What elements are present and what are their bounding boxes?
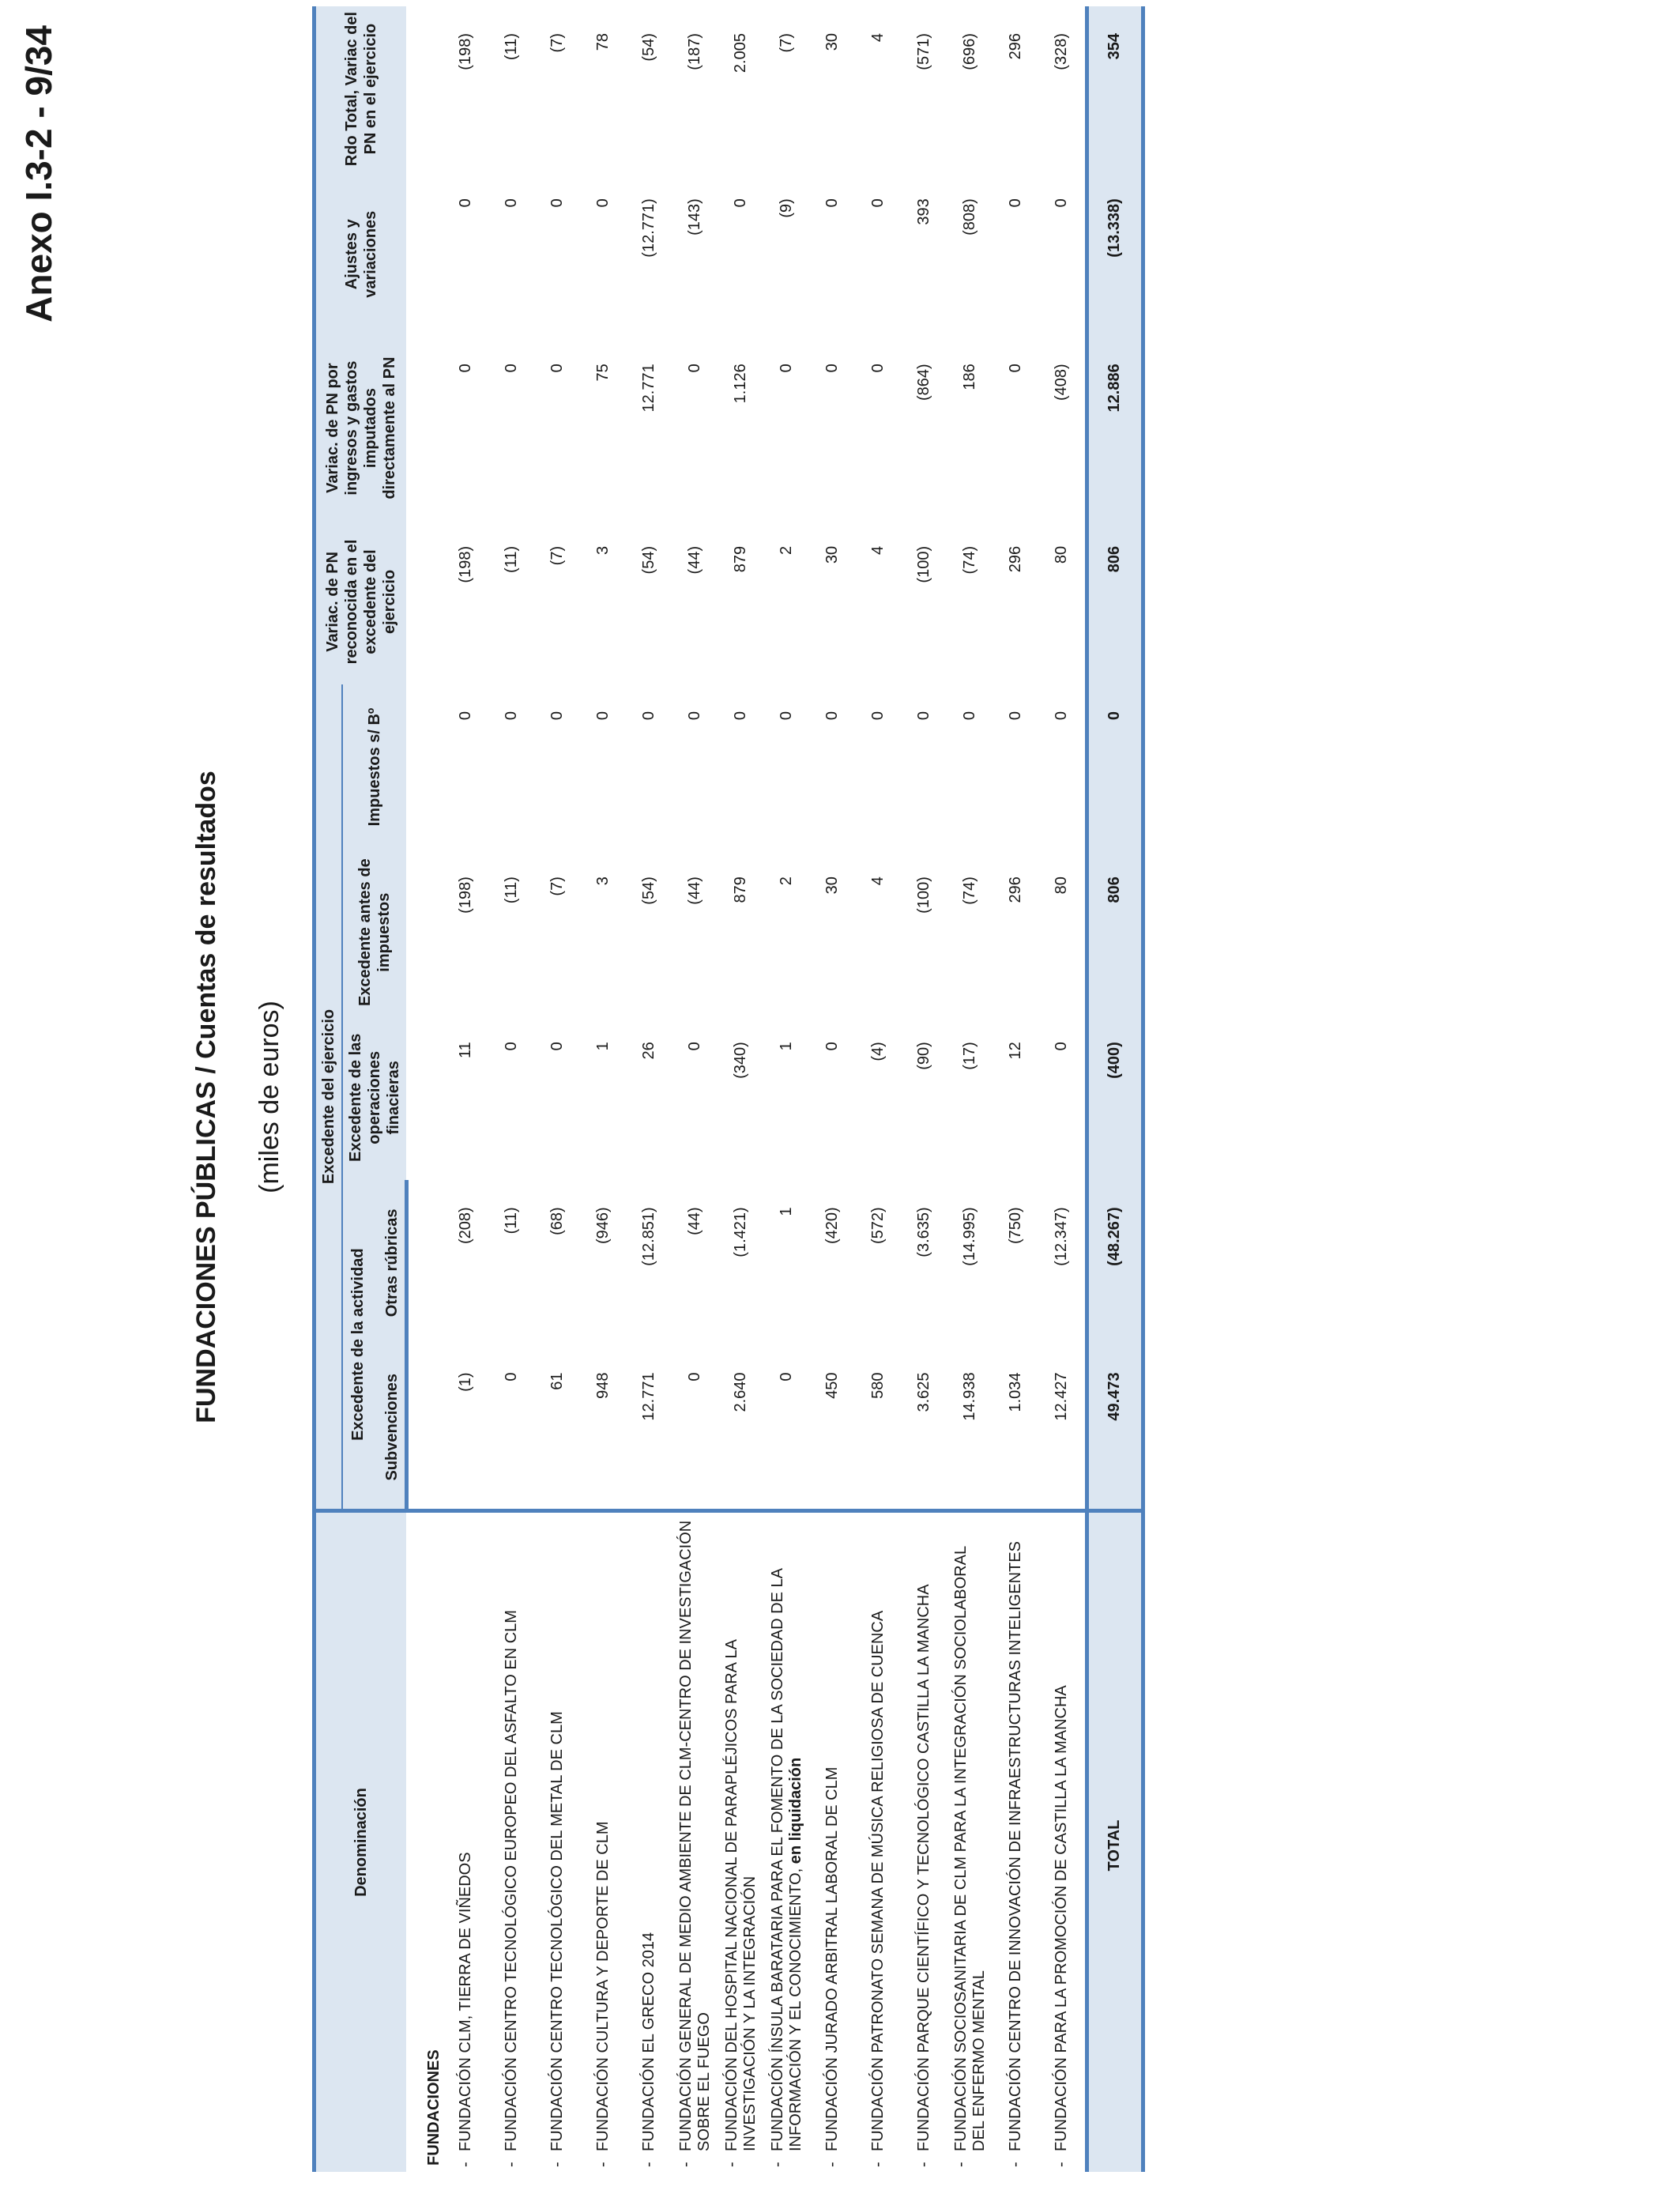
cell-otras-rubricas: (68) [548, 1207, 566, 1235]
cell-excedente-antes: 879 [732, 876, 749, 903]
header-variac-imputados: Variac. de PN por ingresos y gastos imputados directamente al PN [315, 337, 407, 519]
cell-variac-reconocida: (7) [548, 545, 566, 566]
cell-impuestos: 0 [961, 711, 978, 721]
cell-subvenciones: 3.625 [915, 1372, 932, 1412]
cell-variac-reconocida: (100) [915, 545, 932, 583]
table-body [406, 6, 1143, 2172]
cell-rdo-total: (54) [640, 33, 657, 62]
cell-excedente-financieras: 1 [778, 1042, 795, 1051]
table-row [947, 6, 993, 2172]
header-excedente-actividad: Excedente de la actividad [342, 1180, 374, 1510]
cell-ajustes: 0 [594, 198, 612, 208]
cell-subvenciones: 1.034 [1007, 1372, 1024, 1412]
row-dash: - [869, 2162, 887, 2167]
cell-rdo-total: 4 [869, 33, 887, 43]
cell-excedente-antes: 2 [778, 876, 795, 886]
cell-ajustes: 0 [1007, 198, 1024, 208]
header-excedente-antes: Excedente antes de impuestos [342, 850, 406, 1015]
cell-variac-reconocida: 2 [778, 545, 795, 555]
cell-excedente-antes: 3 [594, 876, 612, 886]
page-title: FUNDACIONES PÚBLICAS / Cuentas de resultados [191, 771, 221, 1423]
cell-excedente-antes: (11) [503, 876, 520, 904]
total-subvenciones: 49.473 [1087, 1345, 1143, 1510]
cell-variac-imputados: 0 [823, 364, 841, 373]
cell-ajustes: 0 [548, 198, 566, 208]
row-name: FUNDACIÓN JURADO ARBITRAL LABORAL DE CLM [823, 1766, 841, 2151]
header-impuestos: Impuestos s/ Bº [342, 684, 406, 850]
cell-ajustes: 393 [915, 198, 932, 225]
cell-otras-rubricas: (14.995) [961, 1207, 978, 1266]
row-name: FUNDACIÓN CENTRO TECNOLÓGICO EUROPEO DEL ASFALTO EN CLM [503, 1610, 520, 2151]
cell-subvenciones: 948 [594, 1372, 612, 1399]
row-dash: - [1007, 2162, 1024, 2167]
cell-otras-rubricas: (946) [594, 1207, 612, 1245]
cell-excedente-antes: (7) [548, 876, 566, 896]
row-dash: - [548, 2162, 566, 2167]
cell-otras-rubricas: (1.421) [732, 1207, 749, 1257]
cell-rdo-total: 2.005 [732, 33, 749, 74]
table-row [902, 6, 947, 2172]
row-denominacion [993, 1511, 1039, 2172]
cell-otras-rubricas: (208) [457, 1207, 474, 1245]
row-dash: - [915, 2162, 932, 2167]
cell-excedente-antes: 80 [1053, 876, 1070, 895]
cell-impuestos: 0 [915, 711, 932, 721]
cell-variac-imputados: 75 [594, 364, 612, 382]
cell-rdo-total: (696) [961, 33, 978, 70]
total-excedente-antes: 806 [1087, 850, 1143, 1015]
row-dash: - [951, 2162, 970, 2167]
row-dash: - [594, 2162, 612, 2167]
cell-excedente-financieras: 0 [503, 1042, 520, 1051]
cell-subvenciones: 12.427 [1053, 1372, 1070, 1421]
row-name: FUNDACIÓN PARQUE CIENTÍFICO Y TECNOLÓGICO CASTILLA LA MANCHA [915, 1584, 932, 2151]
row-dash: - [640, 2162, 657, 2167]
table-row [627, 6, 672, 2172]
cell-variac-reconocida: 80 [1053, 545, 1070, 564]
row-dash: - [503, 2162, 520, 2167]
results-table [312, 6, 1145, 2172]
cell-excedente-financieras: 0 [1053, 1042, 1070, 1051]
row-name: FUNDACIÓN PATRONATO SEMANA DE MÚSICA RELIGIOSA DE CUENCA [869, 1610, 887, 2151]
table-row [443, 6, 489, 2172]
row-name: FUNDACIÓN PARA LA PROMOCIÓN DE CASTILLA LA MANCHA [1053, 1685, 1070, 2151]
cell-impuestos: 0 [778, 711, 795, 721]
cell-rdo-total: (571) [915, 33, 932, 70]
cell-otras-rubricas: (3.635) [915, 1207, 932, 1257]
cell-excedente-antes: 30 [823, 876, 841, 895]
cell-ajustes: 0 [823, 198, 841, 208]
cell-subvenciones: 12.771 [640, 1372, 657, 1421]
row-name: FUNDACIÓN DEL HOSPITAL NACIONAL DE PARAPLÉJICOS PARA LA INVESTIGACIÓN Y LA INTEGRACIÓN [722, 1640, 759, 2151]
row-denominacion [672, 1511, 718, 2172]
cell-excedente-financieras: 26 [640, 1042, 657, 1060]
header-rdo-total: Rdo Total, Variac del PN en el ejercicio [315, 6, 407, 172]
row-denominacion [535, 1511, 581, 2172]
cell-rdo-total: (7) [778, 33, 795, 53]
cell-excedente-financieras: 1 [594, 1042, 612, 1051]
cell-variac-reconocida: 879 [732, 545, 749, 573]
cell-excedente-financieras: 0 [548, 1042, 566, 1051]
header-ajustes: Ajustes y variaciones [315, 172, 407, 337]
row-name: FUNDACIÓN GENERAL DE MEDIO AMBIENTE DE CLM-CENTRO DE INVESTIGACIÓN SOBRE EL FUEGO [676, 1520, 713, 2151]
cell-variac-reconocida: 296 [1007, 545, 1024, 573]
cell-subvenciones: 0 [503, 1372, 520, 1382]
cell-impuestos: 0 [823, 711, 841, 721]
total-variac-reconocida: 806 [1087, 519, 1143, 684]
cell-subvenciones: 0 [686, 1372, 703, 1382]
row-dash: - [722, 2162, 740, 2167]
cell-otras-rubricas: (572) [869, 1207, 887, 1245]
row-name: FUNDACIÓN CULTURA Y DEPORTE DE CLM [594, 1821, 612, 2151]
cell-ajustes: (9) [778, 198, 795, 218]
cell-variac-reconocida: (54) [640, 545, 657, 575]
cell-ajustes: 0 [732, 198, 749, 208]
cell-rdo-total: (11) [503, 33, 520, 61]
section-label: FUNDACIONES [406, 1511, 443, 2172]
row-denominacion [947, 1511, 993, 2172]
total-otras-rubricas: (48.267) [1087, 1180, 1143, 1345]
cell-rdo-total: (7) [548, 33, 566, 53]
cell-impuestos: 0 [1007, 711, 1024, 721]
cell-excedente-antes: (54) [640, 876, 657, 905]
total-label: TOTAL [1087, 1511, 1143, 2172]
cell-excedente-antes: (100) [915, 876, 932, 914]
cell-variac-imputados: 0 [503, 364, 520, 373]
cell-impuestos: 0 [1053, 711, 1070, 721]
row-denominacion [489, 1511, 535, 2172]
cell-excedente-antes: (198) [457, 876, 474, 914]
cell-otras-rubricas: 1 [778, 1207, 795, 1216]
cell-impuestos: 0 [640, 711, 657, 721]
row-dash: - [676, 2162, 695, 2167]
table-row [718, 6, 764, 2172]
cell-variac-reconocida: (74) [961, 545, 978, 575]
cell-subvenciones: 580 [869, 1372, 887, 1399]
cell-excedente-antes: (44) [686, 876, 703, 905]
table-row [764, 6, 810, 2172]
total-variac-imputados: 12.886 [1087, 337, 1143, 519]
cell-rdo-total: (328) [1053, 33, 1070, 70]
cell-variac-reconocida: 3 [594, 545, 612, 555]
page-subtitle: (miles de euros) [254, 1001, 284, 1193]
cell-ajustes: 0 [457, 198, 474, 208]
cell-impuestos: 0 [594, 711, 612, 721]
table-row [810, 6, 856, 2172]
row-name: FUNDACIÓN CLM, TIERRA DE VIÑEDOS [457, 1852, 474, 2151]
cell-excedente-financieras: 11 [457, 1042, 474, 1058]
cell-variac-imputados: (408) [1053, 364, 1070, 401]
cell-rdo-total: (198) [457, 33, 474, 70]
row-denominacion [627, 1511, 672, 2172]
cell-rdo-total: 296 [1007, 33, 1024, 60]
cell-subvenciones: 61 [548, 1372, 566, 1390]
cell-rdo-total: (187) [686, 33, 703, 70]
row-denominacion [810, 1511, 856, 2172]
cell-excedente-antes: (74) [961, 876, 978, 905]
cell-impuestos: 0 [869, 711, 887, 721]
cell-impuestos: 0 [732, 711, 749, 721]
cell-otras-rubricas: (750) [1007, 1207, 1024, 1245]
header-excedente-financieras: Excedente de las operaciones finacieras [342, 1015, 406, 1180]
table-row [581, 6, 627, 2172]
cell-ajustes: 0 [503, 198, 520, 208]
cell-variac-imputados: 1.126 [732, 364, 749, 404]
table-row [672, 6, 718, 2172]
row-denominacion [581, 1511, 627, 2172]
row-dash: - [768, 2162, 786, 2167]
cell-variac-imputados: 0 [778, 364, 795, 373]
row-dash: - [457, 2162, 474, 2167]
header-denominacion: Denominación [315, 1511, 407, 2172]
cell-ajustes: 0 [869, 198, 887, 208]
cell-subvenciones: 450 [823, 1372, 841, 1399]
cell-excedente-financieras: (4) [869, 1042, 887, 1061]
table-row [535, 6, 581, 2172]
cell-excedente-financieras: 0 [686, 1042, 703, 1051]
cell-excedente-financieras: 0 [823, 1042, 841, 1051]
row-name: FUNDACIÓN EL GRECO 2014 [640, 1932, 657, 2151]
cell-otras-rubricas: (12.347) [1053, 1207, 1070, 1266]
row-denominacion [1039, 1511, 1087, 2172]
cell-impuestos: 0 [457, 711, 474, 721]
total-ajustes: (13.338) [1087, 172, 1143, 337]
total-row [1087, 6, 1143, 2172]
cell-excedente-antes: 296 [1007, 876, 1024, 903]
cell-variac-imputados: 0 [457, 364, 474, 373]
table-row [489, 6, 535, 2172]
row-name: FUNDACIÓN CENTRO DE INNOVACIÓN DE INFRAESTRUCTURAS INTELIGENTES [1007, 1541, 1024, 2151]
row-denominacion [764, 1511, 810, 2172]
row-denominacion [718, 1511, 764, 2172]
annex-label: Anexo I.3-2 - 9/34 [18, 25, 59, 322]
total-impuestos: 0 [1087, 684, 1143, 850]
row-denominacion [443, 1511, 489, 2172]
cell-impuestos: 0 [503, 711, 520, 721]
cell-otras-rubricas: (11) [503, 1207, 520, 1235]
cell-otras-rubricas: (420) [823, 1207, 841, 1245]
table-row [993, 6, 1039, 2172]
cell-variac-reconocida: (11) [503, 545, 520, 573]
cell-otras-rubricas: (44) [686, 1207, 703, 1235]
row-name: FUNDACIÓN ÍNSULA BARATARIA PARA EL FOMENTO DE LA SOCIEDAD DE LA INFORMACIÓN Y EL CONOCIMIENTO, [768, 1569, 804, 2151]
cell-variac-imputados: 186 [961, 364, 978, 390]
cell-excedente-antes: 4 [869, 876, 887, 886]
cell-variac-reconocida: 30 [823, 545, 841, 564]
cell-subvenciones: (1) [457, 1372, 474, 1392]
cell-impuestos: 0 [548, 711, 566, 721]
cell-variac-imputados: 0 [686, 364, 703, 373]
cell-rdo-total: 30 [823, 33, 841, 51]
cell-variac-imputados: 0 [869, 364, 887, 373]
cell-excedente-financieras: (90) [915, 1042, 932, 1070]
cell-ajustes: (143) [686, 198, 703, 236]
results-table-container [312, 6, 1145, 2172]
cell-variac-imputados: 0 [1007, 364, 1024, 373]
row-dash: - [823, 2162, 841, 2167]
cell-ajustes: 0 [1053, 198, 1070, 208]
cell-rdo-total: 78 [594, 33, 612, 51]
cell-excedente-financieras: 12 [1007, 1042, 1024, 1060]
total-rdo-total: 354 [1087, 6, 1143, 172]
total-excedente-financieras: (400) [1087, 1015, 1143, 1180]
table-row [1039, 6, 1087, 2172]
header-otras-rubricas: Otras rúbricas [374, 1180, 406, 1345]
cell-variac-imputados: 12.771 [640, 364, 657, 413]
cell-excedente-financieras: (17) [961, 1042, 978, 1070]
cell-impuestos: 0 [686, 711, 703, 721]
cell-variac-imputados: 0 [548, 364, 566, 373]
section-row [406, 6, 443, 2172]
header-variac-reconocida: Variac. de PN reconocida en el excedente del ejercicio [315, 519, 407, 684]
row-denominacion [856, 1511, 902, 2172]
table-row [856, 6, 902, 2172]
cell-otras-rubricas: (12.851) [640, 1207, 657, 1266]
header-excedente-ejercicio: Excedente del ejercicio [315, 684, 343, 1511]
cell-ajustes: (12.771) [640, 198, 657, 258]
row-dash: - [1053, 2162, 1070, 2167]
cell-variac-reconocida: (198) [457, 545, 474, 583]
header-subvenciones: Subvenciones [374, 1345, 406, 1510]
cell-subvenciones: 14.938 [961, 1372, 978, 1421]
cell-subvenciones: 0 [778, 1372, 795, 1382]
row-name: FUNDACIÓN SOCIOSANITARIA DE CLM PARA LA INTEGRACIÓN SOCIOLABORAL DEL ENFERMO MENTAL [951, 1546, 988, 2151]
cell-subvenciones: 2.640 [732, 1372, 749, 1412]
row-name: FUNDACIÓN CENTRO TECNOLÓGICO DEL METAL DE CLM [548, 1711, 566, 2151]
row-name-suffix: en liquidación [786, 1757, 804, 1864]
cell-variac-reconocida: (44) [686, 545, 703, 575]
cell-ajustes: (808) [961, 198, 978, 236]
cell-variac-imputados: (864) [915, 364, 932, 401]
cell-variac-reconocida: 4 [869, 545, 887, 555]
row-denominacion [902, 1511, 947, 2172]
cell-excedente-financieras: (340) [732, 1042, 749, 1079]
